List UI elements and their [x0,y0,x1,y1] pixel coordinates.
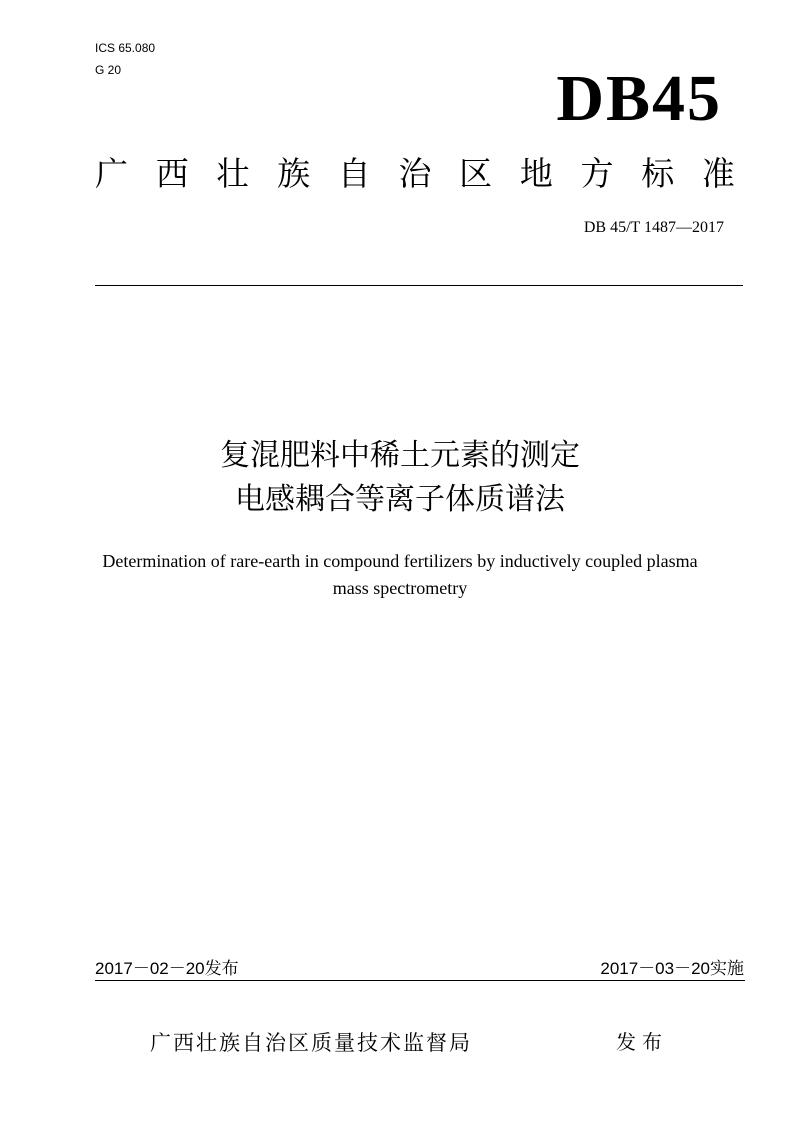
standard-type-char: 区 [459,154,493,193]
standard-badge: DB45 [556,62,722,135]
issuing-authority: 广西壮族自治区质量技术监督局 [150,1031,472,1055]
standard-type-char: 壮 [216,154,250,193]
standard-type-char: 广 [95,154,128,193]
standard-type-char: 治 [398,154,432,193]
title-en-line2: mass spectrometry [332,578,468,598]
standard-type-heading [95,152,735,196]
standard-type-char: 自 [337,154,371,193]
title-en-line1: Determination of rare-earth in compound fertilizers by inductively coupled plasma [102,551,698,571]
standard-type-char: 方 [580,154,614,193]
header-divider [95,285,743,286]
footer-divider [95,980,745,981]
standard-type-char: 地 [519,154,553,193]
issue-date: 2017－02－20发布 [95,959,239,978]
standard-number: DB 45/T 1487—2017 [583,219,724,236]
ics-code: ICS 65.080 [95,41,156,55]
title-zh-line2: 电感耦合等离子体质谱法 [235,482,565,517]
issue-label: 发布 [616,1030,668,1054]
implementation-date: 2017－03－20实施 [600,959,744,978]
standard-type-char: 标 [641,154,675,193]
standard-type-char: 西 [155,154,189,193]
standard-type-char: 族 [277,154,311,193]
ccs-code: G 20 [95,63,122,77]
standard-type-char: 准 [701,154,735,193]
title-zh-line1: 复混肥料中稀土元素的测定 [220,438,580,473]
